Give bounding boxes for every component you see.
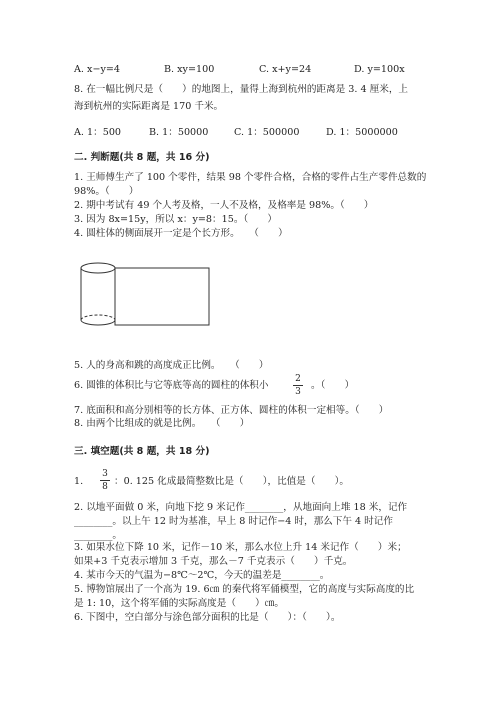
section-3-title: 三. 填空题(共 8 题，共 18 分) [74, 446, 210, 457]
fill-q2-line3: ________。 [74, 530, 122, 541]
cylinder-top-ellipse [81, 263, 115, 273]
judge-q6-tail: 。（ ） [311, 380, 355, 391]
q7-options [74, 64, 434, 76]
option-c[interactable]: C. x+y=24 [259, 64, 312, 75]
option-b[interactable]: B. 1：50000 [149, 127, 209, 138]
judge-q4: 4. 圆柱体的侧面展开一定是个长方形。 （ ） [74, 228, 288, 239]
fraction-bar [293, 385, 303, 386]
fill-q6: 6. 下图中，空白部分与涂色部分面积的比是（ ）：（ ）。 [74, 612, 341, 623]
question-8-line2: 海到杭州的实际距离是 170 千米。 [74, 101, 224, 112]
option-b[interactable]: B. xy=100 [164, 64, 215, 75]
unrolled-rectangle [115, 268, 209, 325]
fill-q1-fraction-numerator: 3 [102, 469, 108, 479]
q8-options [74, 124, 434, 136]
option-a[interactable]: A. 1：500 [74, 127, 122, 138]
judge-q3: 3. 因为 8x=15y，所以 x：y=8：15。（ ） [74, 214, 277, 225]
judge-q5: 5. 人的身高和跳的高度成正比例。 （ ） [74, 360, 269, 371]
fill-q1-fraction [100, 469, 110, 492]
q6-fraction [293, 374, 303, 397]
fill-q3-line1: 3. 如果水位下降 10 米，记作－10 米，那么水位上升 14 米记作（ ）米； [74, 542, 407, 553]
judge-q8: 8. 由两个比组成的就是比例。 （ ） [74, 418, 250, 429]
fill-q1-text: ：0. 125 化成最简整数比是（ ），比值是（ ）。 [114, 476, 350, 487]
fill-q2-line2: ________。以上午 12 时为基准，早上 8 时记作−4 时，那么下午 4 时记作 [74, 516, 393, 527]
option-a[interactable]: A. x−y=4 [74, 64, 121, 75]
fill-q5-line1: 5. 博物馆展出了一个高为 19. 6㎝ 的秦代将军俑模型，它的高度与实际高度的比 [74, 584, 415, 595]
cylinder-bottom-front [81, 320, 115, 325]
cylinder-bottom-back-dashed [81, 315, 115, 320]
section-2-title: 二. 判断题(共 8 题，共 16 分) [74, 152, 210, 163]
fill-q3-line2: 如果+3 千克表示增加 3 千克，那么－7 千克表示（ ）千克。 [74, 556, 353, 567]
judge-q2: 2. 期中考试有 49 个人考及格，一人不及格，及格率是 98%。（ ） [74, 200, 374, 211]
judge-q1-line1: 1. 王师傅生产了 100 个零件，结果 98 个零件合格，合格的零件占生产零件总数的 [74, 172, 427, 183]
q6-fraction-denominator: 3 [295, 387, 301, 397]
fill-q2-line1: 2. 以地平面做 0 米，向地下挖 9 米记作________，从地面向上堆 18 米，记作 [74, 502, 408, 513]
fill-q4: 4. 某市今天的气温为−8℃～2℃，今天的温差是________。 [74, 570, 330, 581]
cylinder-unroll-figure [76, 258, 212, 330]
option-d[interactable]: D. y=100x [354, 64, 405, 75]
judge-q6-text: 6. 圆锥的体积比与它等底等高的圆柱的体积小 [74, 380, 269, 391]
fill-q1-fraction-denominator: 8 [102, 482, 108, 492]
question-8-line1: 8. 在一幅比例尺是（ ）的地图上，量得上海到杭州的距离是 3. 4 厘米，上 [74, 84, 409, 95]
fill-q1-prefix: 1. [74, 476, 84, 487]
judge-q7: 7. 底面积和高分别相等的长方体、正方体、圆柱的体积一定相等。（ ） [74, 405, 389, 416]
judge-q1-line2: 98%。（ ） [74, 186, 139, 197]
option-d[interactable]: D. 1：5000000 [326, 127, 398, 138]
fraction-bar [100, 480, 110, 481]
option-c[interactable]: C. 1：500000 [234, 127, 300, 138]
q6-fraction-numerator: 2 [295, 374, 301, 384]
fill-q5-line2: 是 1: 10，这个将军俑的实际高度是（ ）㎝。 [74, 598, 284, 609]
